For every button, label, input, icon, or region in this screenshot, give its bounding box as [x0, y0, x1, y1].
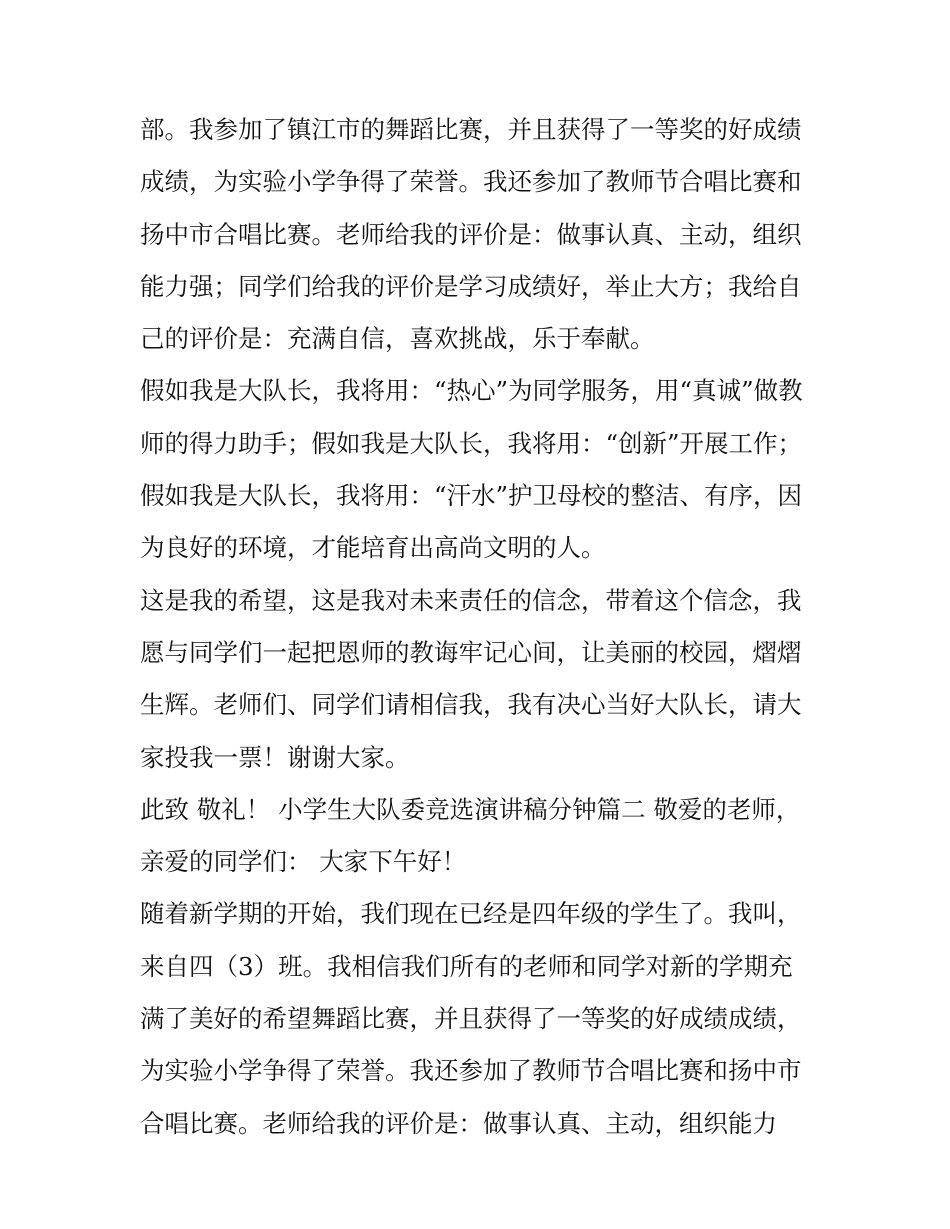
- body-text: [140, 104, 820, 1150]
- text-line: 这是我的希望，这是我对未来责任的信念，带着这个信念，我: [140, 585, 802, 615]
- text-line: 扬中市合唱比赛。老师给我的评价是：做事认真、主动，组织: [140, 219, 802, 249]
- text-line: 来自四（3）班。我相信我们所有的老师和同学对新的学期充: [140, 951, 793, 981]
- text-line: 部。我参加了镇江市的舞蹈比赛，并且获得了一等奖的好成绩: [140, 115, 802, 144]
- text-line: 成绩，为实验小学争得了荣誉。我还参加了教师节合唱比赛和: [140, 167, 802, 197]
- text-line: 满了美好的希望舞蹈比赛，并且获得了一等奖的好成绩成绩，: [140, 1004, 802, 1034]
- text-line: 此致 敬礼！ 小学生大队委竞选演讲稿分钟篇二 敬爱的老师，: [140, 794, 801, 824]
- text-line: 生辉。老师们、同学们请相信我，我有决心当好大队长，请大: [140, 690, 802, 720]
- text-line: 亲爱的同学们： 大家下午好！: [140, 847, 467, 877]
- text-line: 己的评价是：充满自信，喜欢挑战，乐于奉献。: [140, 324, 655, 354]
- text-line: 假如我是大队长，我将用：“汗水”护卫母校的整洁、有序，因: [140, 481, 803, 511]
- text-line: 为实验小学争得了荣誉。我还参加了教师节合唱比赛和扬中市: [140, 1056, 802, 1086]
- text-line: 为良好的环境，才能培育出高尚文明的人。: [140, 533, 606, 563]
- text-line: 随着新学期的开始，我们现在已经是四年级的学生了。我叫，: [140, 899, 802, 929]
- text-line: 合唱比赛。老师给我的评价是：做事认真、主动，组织能力: [140, 1108, 777, 1138]
- text-line: 愿与同学们一起把恩师的教诲牢记心间，让美丽的校园，熠熠: [140, 637, 802, 667]
- text-line: 假如我是大队长，我将用：“热心”为同学服务，用“真诚”做教: [140, 376, 803, 406]
- text-line: 家投我一票！谢谢大家。: [140, 742, 410, 772]
- text-line: 能力强；同学们给我的评价是学习成绩好，举止大方；我给自: [140, 271, 802, 301]
- text-line: 师的得力助手；假如我是大队长，我将用：“创新”开展工作；: [140, 428, 803, 458]
